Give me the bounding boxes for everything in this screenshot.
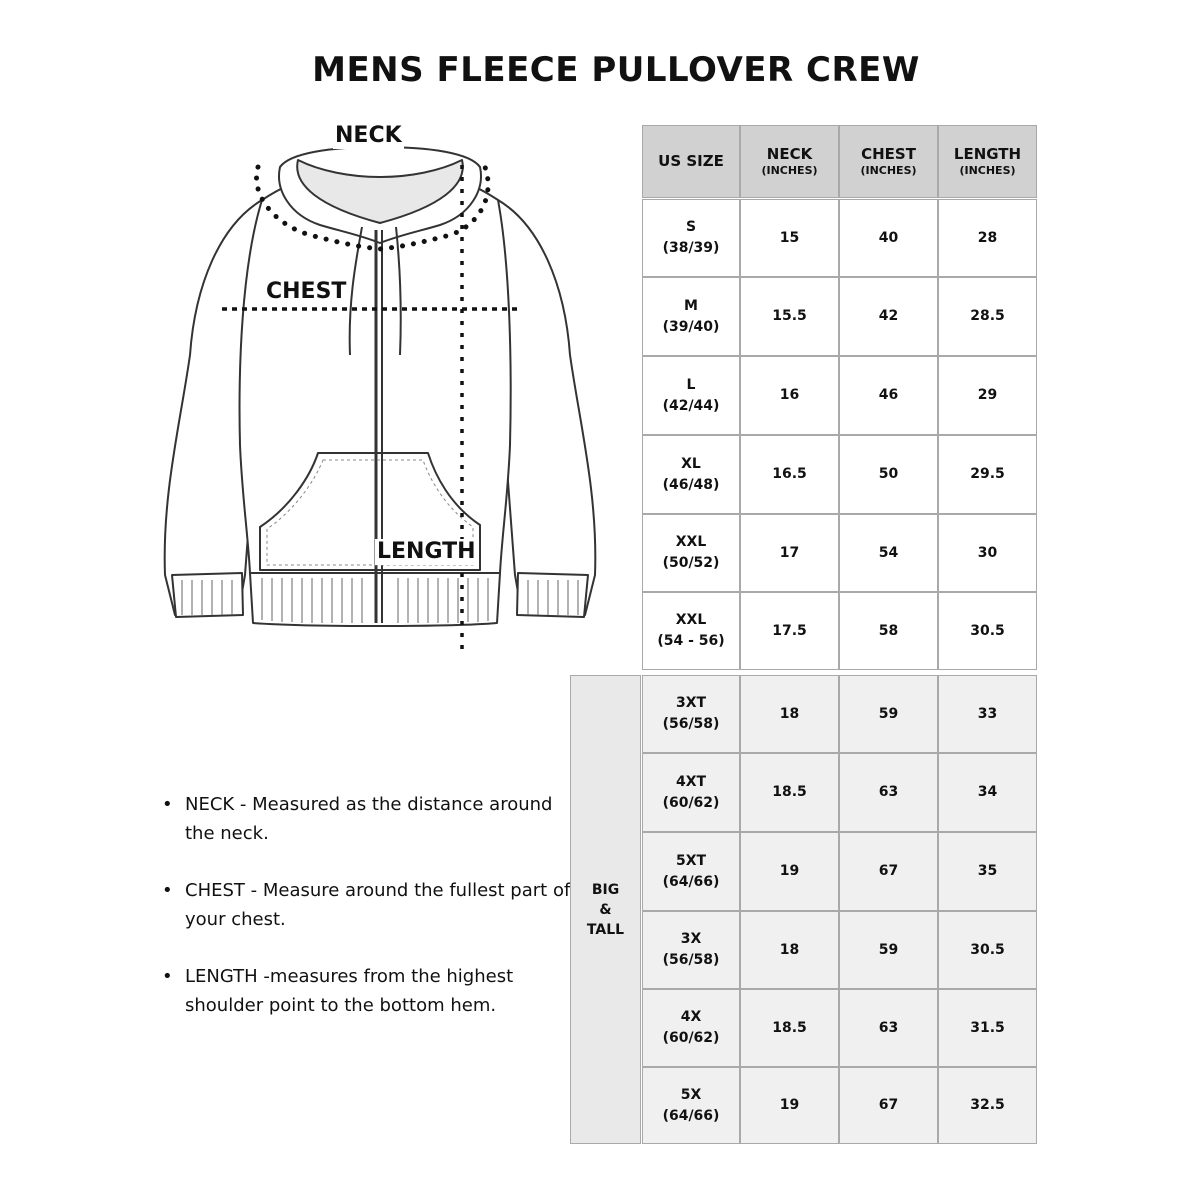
chest-cell: 42 <box>839 277 938 356</box>
chest-cell: 50 <box>839 435 938 514</box>
neck-cell: 17.5 <box>740 592 839 670</box>
length-cell: 34 <box>938 753 1037 832</box>
neck-cell: 17 <box>740 514 839 592</box>
length-cell: 29 <box>938 356 1037 435</box>
chest-cell: 63 <box>839 989 938 1067</box>
size-cell: XXL (50/52) <box>642 514 740 592</box>
hoodie-diagram <box>150 115 610 660</box>
size-cell: 5X (64/66) <box>642 1067 740 1144</box>
neck-measure-label: NECK <box>335 123 402 148</box>
header-us-size: US SIZE <box>642 125 740 198</box>
length-cell: 32.5 <box>938 1067 1037 1144</box>
size-cell: 4X (60/62) <box>642 989 740 1067</box>
measurement-notes <box>162 790 572 1048</box>
size-cell: 3XT (56/58) <box>642 675 740 753</box>
length-cell: 35 <box>938 832 1037 911</box>
size-cell: 4XT (60/62) <box>642 753 740 832</box>
note-neck: • NECK - Measured as the distance around the neck. <box>162 790 572 848</box>
chest-cell: 63 <box>839 753 938 832</box>
chest-measure-label: CHEST <box>266 279 347 304</box>
length-cell: 28 <box>938 199 1037 277</box>
neck-cell: 19 <box>740 832 839 911</box>
note-length: • LENGTH -measures from the highest shoulder point to the bottom hem. <box>162 962 572 1020</box>
length-cell: 30 <box>938 514 1037 592</box>
size-cell: 3X (56/58) <box>642 911 740 989</box>
size-cell: XL (46/48) <box>642 435 740 514</box>
chest-cell: 59 <box>839 675 938 753</box>
page-title: MENS FLEECE PULLOVER CREW <box>312 50 920 90</box>
neck-cell: 15 <box>740 199 839 277</box>
neck-cell: 18.5 <box>740 753 839 832</box>
size-cell: L (42/44) <box>642 356 740 435</box>
length-cell: 31.5 <box>938 989 1037 1067</box>
chest-cell: 67 <box>839 1067 938 1144</box>
chest-cell: 40 <box>839 199 938 277</box>
header-chest: CHEST (INCHES) <box>839 125 938 198</box>
neck-cell: 18 <box>740 911 839 989</box>
chest-cell: 54 <box>839 514 938 592</box>
neck-cell: 19 <box>740 1067 839 1144</box>
length-cell: 28.5 <box>938 277 1037 356</box>
neck-cell: 15.5 <box>740 277 839 356</box>
length-cell: 30.5 <box>938 911 1037 989</box>
chest-cell: 46 <box>839 356 938 435</box>
hoodie-illustration <box>150 115 610 660</box>
chest-cell: 58 <box>839 592 938 670</box>
neck-cell: 16 <box>740 356 839 435</box>
neck-cell: 18.5 <box>740 989 839 1067</box>
chest-cell: 59 <box>839 911 938 989</box>
note-chest: • CHEST - Measure around the fullest part of your chest. <box>162 876 572 934</box>
length-cell: 33 <box>938 675 1037 753</box>
length-cell: 30.5 <box>938 592 1037 670</box>
size-cell: S (38/39) <box>642 199 740 277</box>
header-neck: NECK (INCHES) <box>740 125 839 198</box>
size-cell: 5XT (64/66) <box>642 832 740 911</box>
size-cell: XXL (54 - 56) <box>642 592 740 670</box>
size-cell: M (39/40) <box>642 277 740 356</box>
length-measure-label: LENGTH <box>377 539 476 564</box>
chest-cell: 67 <box>839 832 938 911</box>
neck-cell: 18 <box>740 675 839 753</box>
header-length: LENGTH (INCHES) <box>938 125 1037 198</box>
big-tall-label: BIG & TALL <box>570 675 641 1144</box>
neck-cell: 16.5 <box>740 435 839 514</box>
length-cell: 29.5 <box>938 435 1037 514</box>
